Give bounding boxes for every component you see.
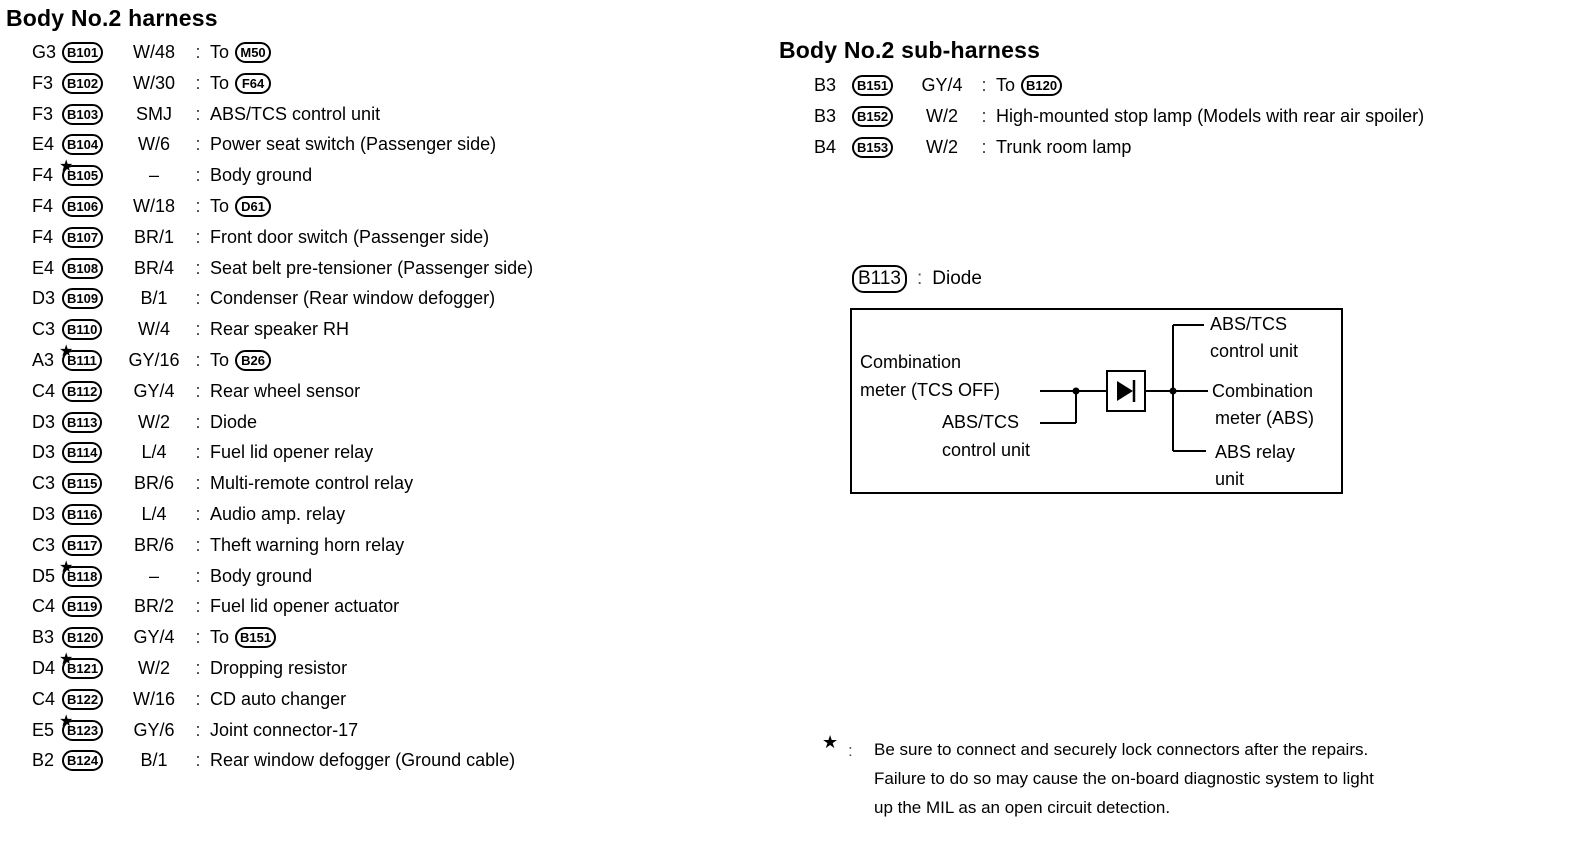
connector-cell <box>62 689 122 710</box>
label-combination-meter-abs: Combination <box>1212 381 1314 401</box>
description-text: To <box>210 42 230 62</box>
wire-spec: B/1 <box>140 288 168 309</box>
description <box>210 73 271 94</box>
grid-location-text: B3 <box>814 75 837 95</box>
label-combination-meter-tcs-2: meter (TCS OFF) <box>860 380 1000 400</box>
wire-spec: GY/16 <box>128 350 180 370</box>
description-text: Trunk room lamp <box>996 137 1132 157</box>
separator-colon: : <box>195 565 201 586</box>
main-harness-title: Body No.2 harness <box>6 5 218 31</box>
connector-cell <box>62 196 122 217</box>
description-text: Rear speaker RH <box>210 319 350 340</box>
separator-colon: : <box>195 719 201 740</box>
connector-cell <box>62 504 122 525</box>
separator-colon: : <box>195 688 201 709</box>
separator-colon: : <box>195 226 201 247</box>
description <box>210 258 533 279</box>
wire-spec: GY/6 <box>133 719 175 740</box>
separator-colon: : <box>981 75 987 95</box>
connector-row <box>32 407 257 438</box>
connector-cell <box>62 412 122 433</box>
grid-location <box>814 106 852 127</box>
grid-location <box>814 137 852 158</box>
description-text: Rear window defogger (Ground cable) <box>210 750 516 771</box>
separator-colon: : <box>195 350 201 370</box>
diode-symbol <box>1117 381 1133 401</box>
grid-location-text: C4 <box>32 688 56 709</box>
description-text: Theft warning horn relay <box>210 534 405 555</box>
grid-location <box>32 596 62 617</box>
wire-spec: W/30 <box>132 72 175 93</box>
connector-row <box>32 468 413 499</box>
grid-location-text: D3 <box>32 504 56 524</box>
grid-location-text: D4 <box>32 658 56 678</box>
grid-location-text: G3 <box>32 42 57 62</box>
wire-spec: BR/6 <box>133 473 175 494</box>
connector-cell <box>62 442 122 463</box>
description <box>210 442 373 463</box>
description <box>210 535 404 556</box>
connector-row <box>32 222 489 253</box>
connector-badge: B124 <box>62 750 103 771</box>
description-text: Multi-remote control relay <box>210 473 414 494</box>
connector-row <box>32 558 313 592</box>
description-text: ABS/TCS control unit <box>210 103 381 124</box>
separator-colon: : <box>195 103 201 124</box>
connector-cell <box>62 134 122 155</box>
description <box>210 566 312 587</box>
separator-colon: : <box>195 627 201 648</box>
reference-connector-badge: B151 <box>235 627 276 648</box>
grid-location <box>32 712 74 741</box>
wire-spec: W/6 <box>137 134 170 155</box>
reference-connector-badge: B120 <box>1021 75 1062 96</box>
junction-right <box>1170 388 1177 395</box>
reference-connector-badge: B26 <box>235 350 271 371</box>
grid-location-text: F3 <box>32 72 54 93</box>
description-text: CD auto changer <box>210 688 347 709</box>
description-text: To <box>210 196 230 216</box>
separator-colon: : <box>195 596 201 617</box>
separator-colon: : <box>195 134 201 155</box>
description <box>210 381 360 402</box>
wire-spec: GY/4 <box>133 627 175 648</box>
wire-spec: W/2 <box>925 106 958 126</box>
connector-badge: B152 <box>852 106 893 127</box>
connector-row <box>32 712 359 746</box>
description-text: Front door switch (Passenger side) <box>210 226 490 247</box>
connector-cell <box>62 227 122 248</box>
star-icon: ★ <box>59 343 74 360</box>
connector-badge: B151 <box>852 75 893 96</box>
description-text: Diode <box>210 411 258 432</box>
separator-colon: : <box>195 658 201 678</box>
wire-spec: L/4 <box>141 442 167 463</box>
connector-badge: B111 <box>62 350 102 371</box>
wire-spec: – <box>148 165 159 186</box>
separator-colon: : <box>195 165 201 186</box>
connector-badge: B112 <box>62 381 102 402</box>
wire-spec: W/16 <box>132 688 175 709</box>
star-icon: ★ <box>59 712 74 730</box>
grid-location <box>32 42 62 63</box>
description-text: Joint connector-17 <box>210 719 359 740</box>
connector-cell <box>852 137 912 158</box>
connector-row <box>814 101 1424 132</box>
wire-spec: SMJ <box>136 103 172 124</box>
connector-row <box>32 68 271 99</box>
grid-location <box>32 473 62 494</box>
grid-location <box>32 381 62 402</box>
connector-badge: B118 <box>62 566 102 587</box>
connector-cell <box>62 473 122 494</box>
description <box>210 196 271 217</box>
wire-spec: BR/4 <box>133 257 175 278</box>
connector-cell <box>62 73 122 94</box>
description <box>210 412 257 433</box>
connector-badge: B102 <box>62 73 103 94</box>
separator-colon: : <box>195 442 201 463</box>
description <box>210 658 347 679</box>
separator-colon: : <box>195 504 201 524</box>
separator-colon: : <box>981 106 987 126</box>
star-icon: ★ <box>59 558 74 576</box>
description <box>210 504 345 525</box>
connector-badge: B106 <box>62 196 103 217</box>
connector-row <box>32 99 380 130</box>
diode-title: Diode <box>932 268 982 289</box>
separator-colon: : <box>195 411 201 432</box>
connector-badge: B123 <box>62 720 103 741</box>
label-abs-tcs-right-2: control unit <box>1210 341 1299 361</box>
connector-cell <box>62 288 122 309</box>
connector-badge: B115 <box>62 473 102 494</box>
connector-row <box>32 253 533 284</box>
grid-location-text: D3 <box>32 442 56 463</box>
description <box>210 165 312 186</box>
wire-spec: W/48 <box>132 42 175 62</box>
label-combination-meter-tcs: Combination <box>860 352 962 372</box>
wire-spec: BR/1 <box>133 226 175 247</box>
connector-badge: B110 <box>62 319 102 340</box>
description-text: Rear wheel sensor <box>210 380 361 401</box>
grid-location <box>32 319 62 340</box>
connector-cell <box>62 42 122 63</box>
description-text: Fuel lid opener actuator <box>210 596 400 617</box>
connector-row <box>32 283 495 314</box>
grid-location <box>32 73 62 94</box>
description <box>210 350 271 371</box>
grid-location-text: F3 <box>32 103 54 124</box>
description-text: To <box>210 350 230 370</box>
connector-badge: B114 <box>62 442 102 463</box>
connector-badge: B117 <box>62 535 102 556</box>
description <box>210 134 496 155</box>
grid-location-text: C4 <box>32 380 56 401</box>
grid-location-text: B4 <box>814 137 837 157</box>
grid-location-text: E4 <box>32 134 55 155</box>
description-text: To <box>210 627 230 648</box>
wire-spec: W/2 <box>137 658 170 678</box>
connector-badge: B101 <box>62 42 103 63</box>
description <box>996 75 1062 96</box>
grid-location <box>32 535 62 556</box>
description <box>210 227 489 248</box>
connector-badge: B105 <box>62 165 103 186</box>
wire-spec: W/4 <box>137 319 170 340</box>
description-text: Fuel lid opener relay <box>210 442 374 463</box>
connector-row <box>814 70 1062 101</box>
reference-connector-badge: D61 <box>235 196 271 217</box>
description-text: Seat belt pre-tensioner (Passenger side) <box>210 257 534 278</box>
separator-colon: : <box>195 72 201 93</box>
label-abs-tcs-right: ABS/TCS <box>1210 314 1288 334</box>
grid-location-text: B3 <box>32 627 55 648</box>
grid-location <box>32 288 62 309</box>
label-abs-relay-2: unit <box>1215 469 1245 489</box>
connector-cell <box>62 750 122 771</box>
diode-colon: : <box>916 268 923 289</box>
description-text: To <box>996 75 1016 95</box>
connector-row <box>32 437 373 468</box>
connector-badge: B108 <box>62 258 103 279</box>
description <box>996 106 1424 127</box>
description <box>210 596 399 617</box>
star-icon: ★ <box>59 158 74 176</box>
connector-row <box>814 132 1131 163</box>
grid-location-text: E5 <box>32 719 55 740</box>
grid-location-text: D3 <box>32 411 56 432</box>
connector-badge: B116 <box>62 504 102 525</box>
description-text: To <box>210 72 230 93</box>
note-line-2: Failure to do so may cause the on-board diagnostic system to light <box>874 769 1374 788</box>
connector-badge: B119 <box>62 596 102 617</box>
wire-spec: W/2 <box>137 411 170 432</box>
note-line-1: Be sure to connect and securely lock connectors after the repairs. <box>874 740 1369 759</box>
grid-location-text: C3 <box>32 473 56 494</box>
wire-spec: – <box>148 565 159 586</box>
connector-cell <box>62 104 122 125</box>
sub-harness-title: Body No.2 sub-harness <box>779 37 1041 63</box>
connector-row <box>32 37 271 68</box>
connector-row <box>32 129 496 160</box>
description-text: Body ground <box>210 165 313 186</box>
label-abs-relay: ABS relay <box>1215 442 1296 462</box>
grid-location <box>32 442 62 463</box>
description <box>210 288 495 309</box>
grid-location <box>32 258 62 279</box>
connector-row <box>32 684 346 715</box>
connector-row <box>32 160 312 191</box>
description <box>210 42 271 63</box>
description-text: Dropping resistor <box>210 658 348 678</box>
grid-location <box>32 504 62 525</box>
reference-connector-badge: F64 <box>235 73 271 94</box>
description <box>210 750 515 771</box>
connector-badge: B120 <box>62 627 103 648</box>
star-icon: ★ <box>59 651 74 668</box>
label-abs-tcs-left: ABS/TCS <box>942 412 1020 432</box>
grid-location <box>32 558 74 587</box>
separator-colon: : <box>195 750 201 771</box>
wire-spec: GY/4 <box>133 380 175 401</box>
grid-location-text: B3 <box>814 106 837 126</box>
description <box>210 473 413 494</box>
description-text: Body ground <box>210 565 313 586</box>
connector-row <box>32 653 347 684</box>
grid-location <box>32 651 74 679</box>
note-line-3: up the MIL as an open circuit detection. <box>874 798 1171 817</box>
reference-connector-badge: M50 <box>235 42 271 63</box>
grid-location <box>32 750 62 771</box>
connector-badge: B103 <box>62 104 103 125</box>
wire-spec: BR/2 <box>133 596 175 617</box>
grid-location <box>814 75 852 96</box>
connector-cell <box>62 258 122 279</box>
description <box>996 137 1131 158</box>
connector-row <box>32 345 271 376</box>
grid-location <box>32 104 62 125</box>
grid-location <box>32 412 62 433</box>
description <box>210 319 349 340</box>
description <box>210 627 276 648</box>
diode-box <box>1107 371 1145 411</box>
connector-badge: B104 <box>62 134 103 155</box>
wire-spec: BR/6 <box>133 534 175 555</box>
grid-location-text: A3 <box>32 350 55 370</box>
connector-row <box>32 376 360 407</box>
grid-location <box>32 134 62 155</box>
wire-spec: L/4 <box>141 504 167 524</box>
note-colon: : <box>848 741 853 760</box>
connector-badge: B107 <box>62 227 103 248</box>
wire-spec: B/1 <box>140 750 168 771</box>
separator-colon: : <box>195 257 201 278</box>
description <box>210 689 346 710</box>
connector-cell <box>852 106 912 127</box>
connector-row <box>32 530 404 561</box>
connector-badge: B113 <box>62 412 102 433</box>
connector-row <box>32 745 515 776</box>
grid-location <box>32 627 62 648</box>
wire-spec: W/18 <box>132 196 175 216</box>
connector-cell <box>62 535 122 556</box>
grid-location <box>32 158 74 186</box>
connector-row <box>32 191 271 222</box>
connector-row <box>32 499 345 530</box>
grid-location-text: C4 <box>32 596 56 617</box>
connector-cell <box>62 596 122 617</box>
description-text: Audio amp. relay <box>210 504 346 524</box>
connector-row <box>32 591 399 622</box>
note-text <box>874 735 1374 822</box>
description <box>210 720 358 741</box>
junction-left <box>1073 388 1080 395</box>
grid-location <box>32 227 62 248</box>
separator-colon: : <box>195 42 201 62</box>
grid-location <box>32 689 62 710</box>
description <box>210 104 380 125</box>
description-text: Power seat switch (Passenger side) <box>210 134 497 155</box>
description-text: Condenser (Rear window defogger) <box>210 288 496 309</box>
separator-colon: : <box>981 137 987 157</box>
note-star-icon: ★ <box>822 732 839 752</box>
connector-cell <box>62 627 122 648</box>
connector-cell <box>62 319 122 340</box>
grid-location-text: C3 <box>32 534 56 555</box>
wire-spec: GY/4 <box>921 75 963 95</box>
grid-location-text: D3 <box>32 288 56 309</box>
separator-colon: : <box>195 196 201 216</box>
separator-colon: : <box>195 534 201 555</box>
grid-location <box>32 196 62 217</box>
grid-location-text: F4 <box>32 165 54 186</box>
separator-colon: : <box>195 473 201 494</box>
grid-location-text: D5 <box>32 565 56 586</box>
connector-row <box>32 314 349 345</box>
grid-location <box>32 343 74 371</box>
connector-cell <box>852 75 912 96</box>
diode-connector-badge: B113 <box>852 265 907 293</box>
separator-colon: : <box>195 380 201 401</box>
grid-location-text: C3 <box>32 319 56 340</box>
description-text: High-mounted stop lamp (Models with rear air spoiler) <box>996 106 1425 126</box>
separator-colon: : <box>195 319 201 340</box>
connector-badge: B109 <box>62 288 103 309</box>
grid-location-text: F4 <box>32 226 54 247</box>
connector-badge: B122 <box>62 689 103 710</box>
label-combination-meter-abs-2: meter (ABS) <box>1215 408 1315 428</box>
grid-location-text: F4 <box>32 196 54 216</box>
grid-location-text: E4 <box>32 257 55 278</box>
connector-badge: B121 <box>62 658 103 679</box>
grid-location-text: B2 <box>32 750 55 771</box>
separator-colon: : <box>195 288 201 309</box>
diode-header <box>852 265 982 293</box>
label-abs-tcs-left-2: control unit <box>942 440 1031 460</box>
wire-spec: W/2 <box>925 137 958 157</box>
connector-badge: B153 <box>852 137 893 158</box>
connector-cell <box>62 381 122 402</box>
